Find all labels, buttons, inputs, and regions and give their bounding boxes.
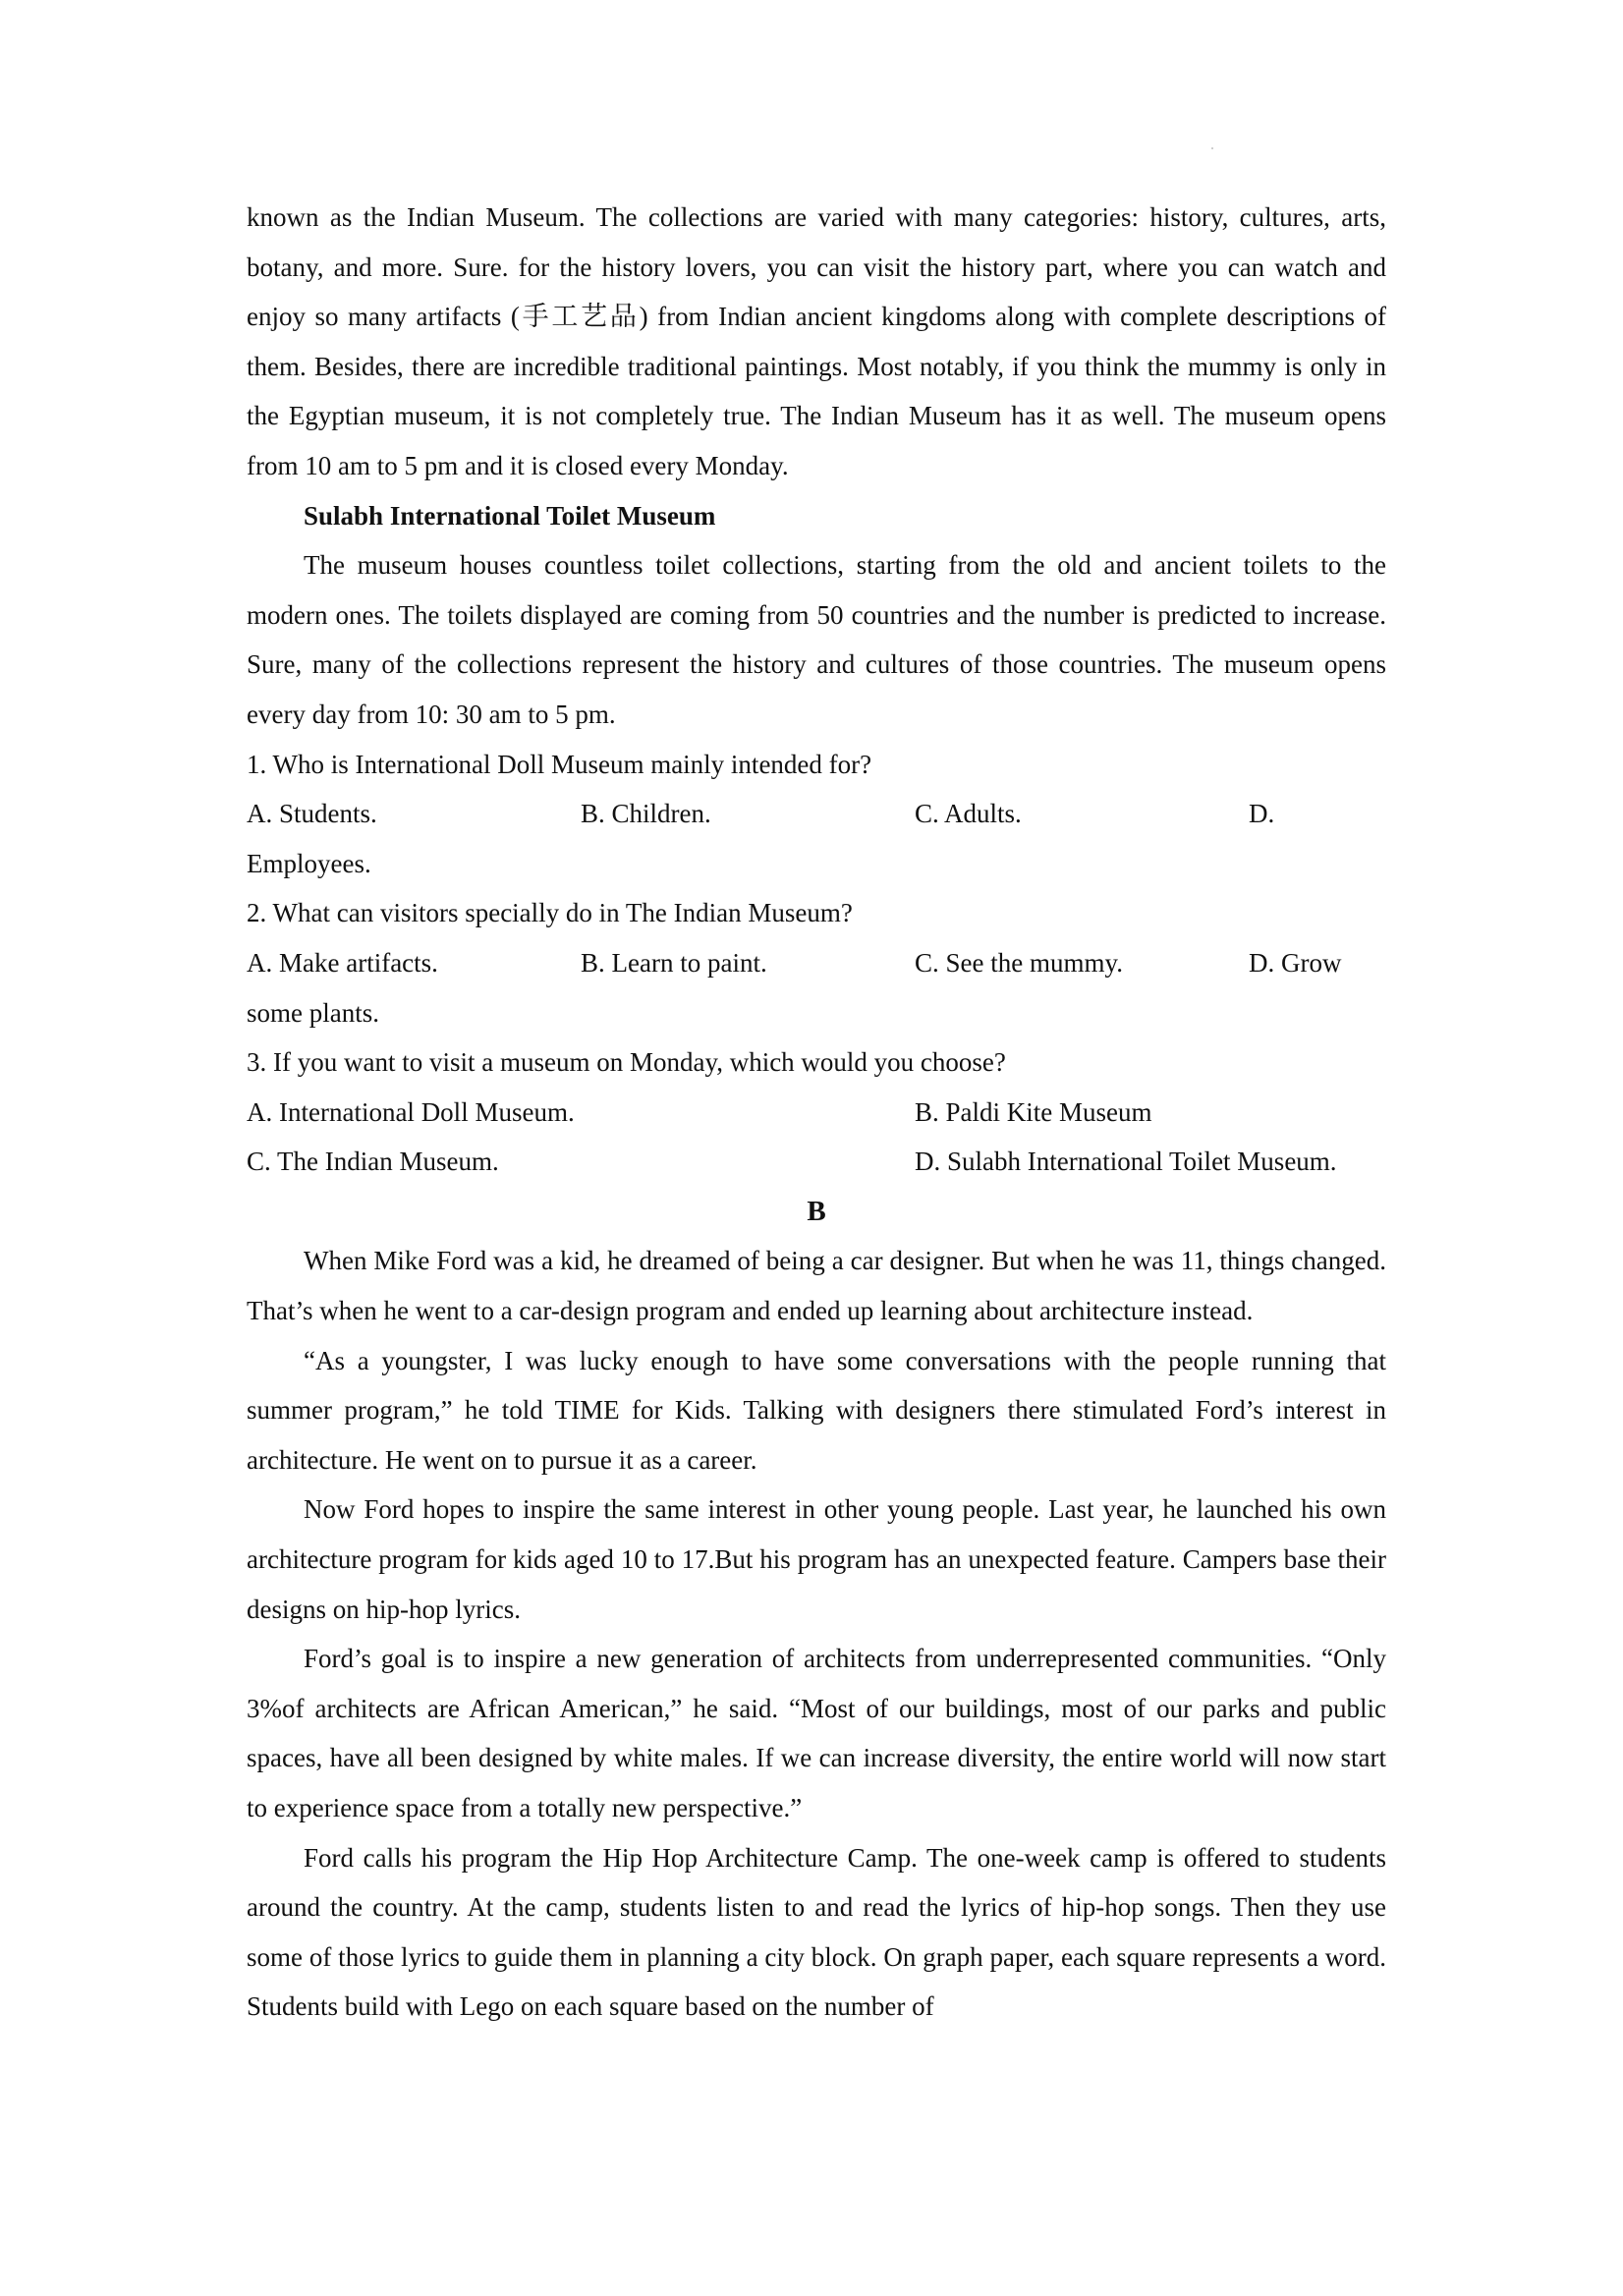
passage-b-paragraph: Ford’s goal is to inspire a new generation of architects from underrepresented communities. “Only 3%of architects are African American,” he said. “Most of our buildings, most of our parks and public spaces, have all been designed by white males. If we can increase diversity, the entire world will now start to experience space from a totally new perspective.” — [247, 1644, 1386, 1822]
passage-a-paragraph: The museum houses countless toilet collections, starting from the old and ancient toilets to the modern ones. The toilets displayed are coming from 50 countries and the number is predicted to increase. Sure, many of the collections represent the history and cultures of those countries. The museum opens every day from 10: 30 am to 5 pm. — [247, 550, 1386, 729]
passage-b-paragraph: Ford calls his program the Hip Hop Architecture Camp. The one-week camp is offered to students around the country. At the camp, students listen to and read the lyrics of hip-hop songs. Then they use some of those lyrics to guide them in planning a city block. On graph paper, each square represents a word. Students build with Lego on each square based on the number of — [247, 1842, 1386, 2022]
passage-b-paragraph: “As a youngster, I was lucky enough to have some conversations with the people running that summer program,” he told TIME for Kids. Talking with designers there stimulated Ford’s interest in architecture. He went on to pursue it as a career. — [247, 1345, 1386, 1475]
option-d: D. — [1249, 799, 1275, 829]
option-d: D. Grow — [1249, 947, 1342, 978]
option-b: B. Paldi Kite Museum — [915, 1096, 1152, 1127]
option-d-continued: Employees. — [247, 848, 371, 878]
passage-b-paragraph: When Mike Ford was a kid, he dreamed of being a car designer. But when he was 11, things changed. That’s when he went to a car-design program and ended up learning about architecture instead. — [247, 1246, 1386, 1326]
passage-a-paragraph: known as the Indian Museum. The collections are varied with many categories: history, cultures, arts, botany, and more. Sure. for the history lovers, you can visit the history part, where you can watch and enjoy so many artifacts (手工艺品) from Indian ancient kingdoms along with complete descriptions of them. Besides, there are incredible traditional paintings. Most notably, if you think the mummy is only in the Egyptian museum, it is not completely true. The Indian Museum has it as well. The museum opens from 10 am to 5 pm and it is closed every Monday. — [247, 202, 1386, 480]
option-b: B. Children. — [581, 799, 711, 829]
question-stem: 2. What can visitors specially do in The Indian Museum? — [247, 898, 853, 928]
passage-b-paragraph: Now Ford hopes to inspire the same interest in other young people. Last year, he launched his own architecture program for kids aged 10 to 17.But his program has an unexpected feature. Campers base their designs on hip-hop lyrics. — [247, 1494, 1386, 1624]
passage-letter: B — [807, 1195, 826, 1227]
question-options — [247, 789, 1386, 888]
section-heading: Sulabh International Toilet Museum — [304, 500, 716, 531]
question-options-row — [247, 1137, 1386, 1187]
question-stem: 3. If you want to visit a museum on Monday, which would you choose? — [247, 1047, 1006, 1078]
option-c: C. The Indian Museum. — [247, 1147, 499, 1177]
option-a: A. International Doll Museum. — [247, 1096, 575, 1127]
option-d-continued: some plants. — [247, 997, 379, 1028]
question-options-row — [247, 1088, 1386, 1138]
option-d: D. Sulabh International Toilet Museum. — [915, 1147, 1337, 1177]
option-b: B. Learn to paint. — [581, 947, 767, 978]
option-a: A. Make artifacts. — [247, 947, 438, 978]
option-c: C. Adults. — [915, 799, 1022, 829]
question-stem: 1. Who is International Doll Museum mainly intended for? — [247, 749, 872, 779]
question-options — [247, 938, 1386, 1037]
option-c: C. See the mummy. — [915, 947, 1123, 978]
scan-speck — [1211, 147, 1213, 149]
option-a: A. Students. — [247, 799, 377, 829]
page-content — [247, 193, 1386, 2032]
